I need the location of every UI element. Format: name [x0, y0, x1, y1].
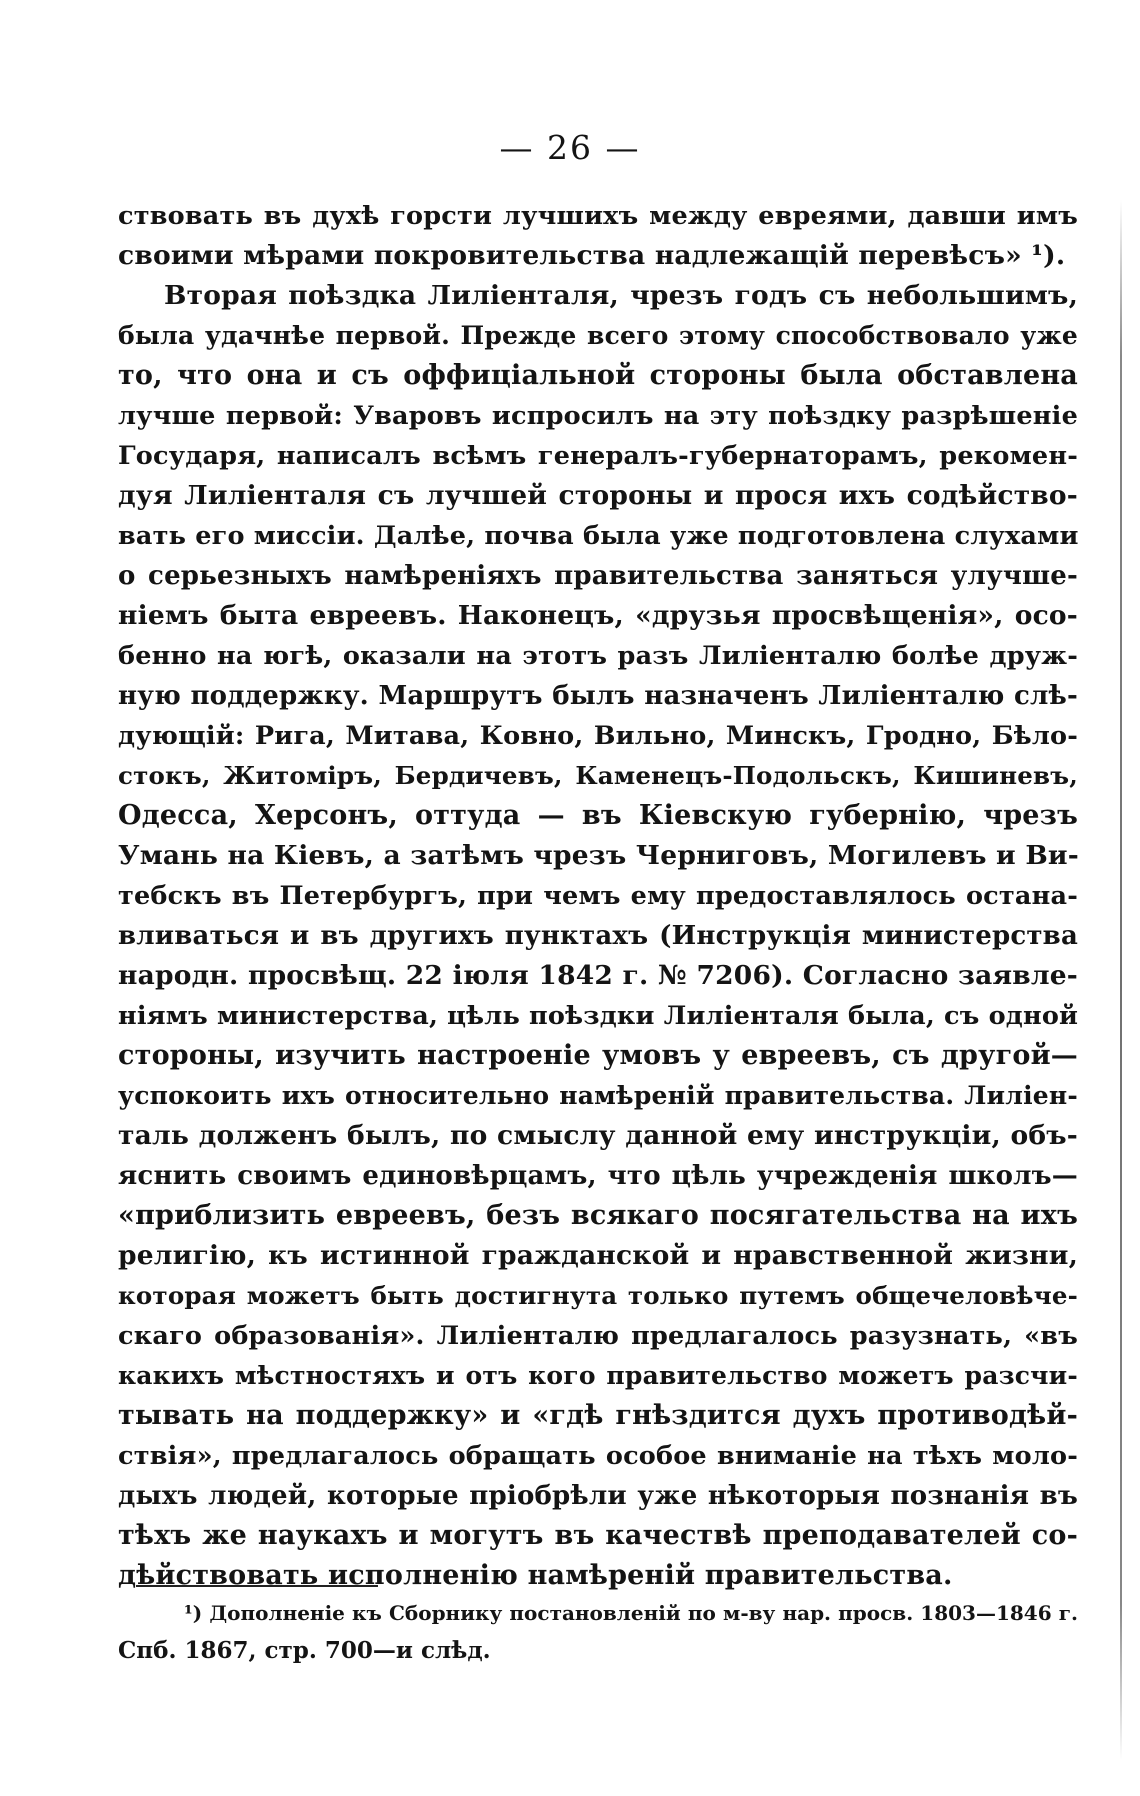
- text-line: Государя, написалъ всѣмъ генералъ-губернаторамъ, рекомен-: [118, 441, 1078, 471]
- footnote-line: Спб. 1867, стр. 700—и слѣд.: [118, 1637, 491, 1664]
- text-line: ствовать въ духѣ горсти лучшихъ между евреями, давши имъ: [118, 201, 1078, 231]
- text-line: стороны, изучить настроеніе умовъ у евреевъ, съ другой—: [118, 1040, 1078, 1071]
- text-line: стокъ, Житоміръ, Бердичевъ, Каменецъ-Подольскъ, Кишиневъ,: [118, 761, 1078, 790]
- body-text: [118, 196, 1078, 1596]
- text-line: бенно на югѣ, оказали на этотъ разъ Лиліенталю болѣе друж-: [118, 641, 1078, 671]
- text-line: о серьезныхъ намѣреніяхъ правительства заняться улучше-: [118, 561, 1078, 591]
- text-line: вать его миссіи. Далѣе, почва была уже подготовлена слухами: [118, 521, 1079, 551]
- text-line: какихъ мѣстностяхъ и отъ кого правительство можетъ разсчи-: [118, 1361, 1078, 1390]
- text-line: то, что она и съ оффиціальной стороны была обставлена: [118, 360, 1078, 391]
- page-edge-shadow: [1120, 200, 1122, 1760]
- text-line: дыхъ людей, которые пріобрѣли уже нѣкоторыя познанія въ: [118, 1481, 1078, 1511]
- text-line: тебскъ въ Петербургъ, при чемъ ему предоставлялось остана-: [118, 881, 1078, 911]
- text-line: ніямъ министерства, цѣль поѣздки Лиліенталя была, съ одной: [118, 1001, 1079, 1031]
- text-line: Умань на Кіевъ, а затѣмъ чрезъ Черниговъ, Могилевъ и Ви-: [118, 840, 1079, 871]
- text-line: дуя Лиліенталя съ лучшей стороны и прося ихъ содѣйство-: [118, 480, 1078, 511]
- text-line: «приблизить евреевъ, безъ всякаго посягательства на ихъ: [118, 1200, 1078, 1231]
- text-line: дующій: Рига, Митава, Ковно, Вильно, Минскъ, Гродно, Бѣло-: [118, 721, 1078, 751]
- text-line: ную поддержку. Маршрутъ былъ назначенъ Лиліенталю слѣ-: [118, 681, 1078, 711]
- text-line: которая можетъ быть достигнута только путемъ общечеловѣче-: [118, 1281, 1078, 1310]
- page-number: — 26 —: [499, 128, 641, 167]
- text-line: Одесса, Херсонъ, оттуда — въ Кіевскую губернію, чрезъ: [118, 800, 1078, 831]
- text-line: таль долженъ былъ, по смыслу данной ему инструкціи, объ-: [118, 1120, 1078, 1151]
- text-line: яснить своимъ единовѣрцамъ, что цѣль учрежденія школъ—: [118, 1161, 1078, 1191]
- text-line: успокоить ихъ относительно намѣреній правительства. Лиліен-: [118, 1081, 1078, 1110]
- text-line: религію, къ истинной гражданской и нравственной жизни,: [118, 1240, 1078, 1271]
- text-line: лучше первой: Уваровъ испросилъ на эту поѣздку разрѣшеніе: [118, 401, 1078, 431]
- footnote-rule: [136, 1585, 378, 1587]
- text-line: своими мѣрами покровительства надлежащій перевѣсъ» ¹).: [118, 240, 1066, 271]
- text-line: ствія», предлагалось обращать особое вниманіе на тѣхъ моло-: [118, 1441, 1078, 1471]
- text-line: вливаться и въ другихъ пунктахъ (Инструкція министерства: [118, 921, 1078, 951]
- text-line: была удачнѣе первой. Прежде всего этому способствовало уже: [118, 321, 1078, 350]
- text-line: тѣхъ же наукахъ и могутъ въ качествѣ преподавателей со-: [118, 1520, 1078, 1551]
- text-line: ніемъ быта евреевъ. Наконецъ, «друзья просвѣщенія», осо-: [118, 600, 1078, 631]
- text-line: дѣйствовать исполненію намѣреній правительства.: [118, 1560, 953, 1591]
- footnotes: [118, 1594, 1078, 1670]
- text-line: народн. просвѣщ. 22 іюля 1842 г. № 7206). Согласно заявле-: [118, 960, 1078, 991]
- text-line: скаго образованія». Лиліенталю предлагалось разузнать, «въ: [118, 1321, 1078, 1351]
- text-line: Вторая поѣздка Лиліенталя, чрезъ годъ съ небольшимъ,: [164, 280, 1078, 311]
- footnote-line: ¹) Дополненіе къ Сборнику постановленій по м-ву нар. просв. 1803—1846 г.: [184, 1601, 1078, 1625]
- text-line: тывать на поддержку» и «гдѣ гнѣздится духъ противодѣй-: [118, 1400, 1078, 1431]
